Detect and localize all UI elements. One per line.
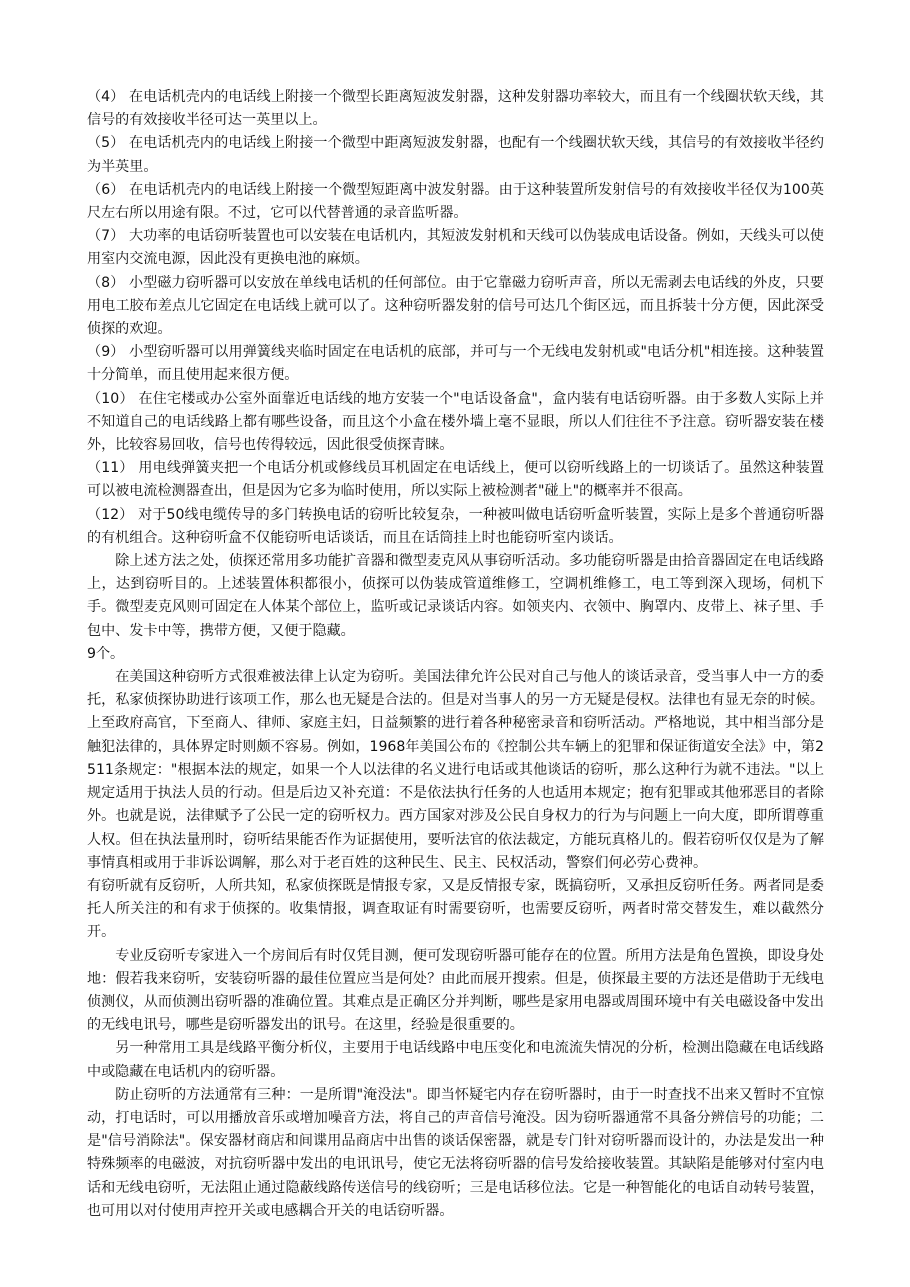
body-paragraph: （4） 在电话机壳内的电话线上附接一个微型长距离短波发射器，这种发射器功率较大，而且有一个线圈状软天线，其信号的有效接收半径可达一英里以上。 <box>87 89 824 129</box>
body-paragraph: 有窃听就有反窃听，人所共知，私家侦探既是情报专家，又是反情报专家，既搞窃听，又承担反窃听任务。两者同是委托人所关注的和有求于侦探的。收集情报，调查取证有时需要窃听，也需要反窃听，两者时常交替发生，难以截然分开。 <box>87 877 824 941</box>
body-paragraph: 除上述方法之处，侦探还常用多功能扩音器和微型麦克风从事窃听活动。多功能窃听器是由拾音器固定在电话线路上，达到窃听目的。上述装置体积都很小，侦探可以伪装成管道维修工，空调机维修工，电工等到深入现场，伺机下手。微型麦克风则可固定在人体某个部位上，监听或记录谈话内容。如领夹内、衣领中、胸罩内、皮带上、袜子里、手包中、发卡中等，携带方便，又便于隐藏。 <box>87 553 824 639</box>
body-paragraph: 9个。 <box>87 645 125 662</box>
body-paragraph: （7） 大功率的电话窃听装置也可以安装在电话机内，其短波发射机和天线可以伪装成电话设备。例如，天线头可以使用室内交流电源，因此没有更换电池的麻烦。 <box>87 228 824 268</box>
body-paragraph: 专业反窃听专家进入一个房间后有时仅凭目测，便可发现窃听器可能存在的位置。所用方法是角色置换，即设身处地：假若我来窃听，安装窃听器的最佳位置应当是何处？由此而展开搜索。但是，侦探最主要的方法还是借助于无线电侦测仪，从而侦测出窃听器的准确位置。其难点是正确区分并判断，哪些是家用电器或周围环境中有关电磁设备中发出的无线电讯号，哪些是窃听器发出的讯号。在这里，经验是很重要的。 <box>87 947 824 1034</box>
body-paragraph: （8） 小型磁力窃听器可以安放在单线电话机的任何部位。由于它靠磁力窃听声音，所以无需剥去电话线的外皮，只要用电工胶布差点儿它固定在电话线上就可以了。这种窃听器发射的信号可达几个街区远，而且拆装十分方便，因此深受侦探的欢迎。 <box>87 274 824 338</box>
body-paragraph: 另一种常用工具是线路平衡分析仪，主要用于电话线路中电压变化和电流流失情况的分析，检测出隐藏在电话线路中或隐藏在电话机内的窃听器。 <box>87 1040 824 1080</box>
body-paragraph: （11） 用电线弹簧夹把一个电话分机或修线员耳机固定在电话线上，便可以窃听线路上的一切谈话了。虽然这种装置可以被电流检测器查出，但是因为它多为临时使用，所以实际上被检测者"碰上"的概率并不很高。 <box>87 460 824 500</box>
body-paragraph: （12） 对于50线电缆传导的多门转换电话的窃听比较复杂，一种被叫做电话窃听盒听装置，实际上是多个普通窃听器的有机组合。这种窃听盒不仅能窃听电话谈话，而且在话筒挂上时也能窃听室内谈话。 <box>87 506 824 546</box>
body-paragraph: 在美国这种窃听方式很难被法律上认定为窃听。美国法律允许公民对自己与他人的谈话录音，受当事人中一方的委托，私家侦探协助进行该项工作，那么也无疑是合法的。但是对当事人的另一方无疑是侵权。法律也有显无奈的时候。上至政府高官，下至商人、律师、家庭主妇，日益频繁的进行着各种秘密录音和窃听活动。严格地说，其中相当部分是触犯法律的，具体界定时则颇不容易。例如，1968年美国公布的《控制公共车辆上的犯罪和保证街道安全法》中，第2511条规定："根据本法的规定，如果一个人以法律的名义进行电话或其他谈话的窃听，那么这种行为就不违法。"以上规定适用于执法人员的行动。但是后边又补充道：不是依法执行任务的人也适用本规定；抱有犯罪或其他邪恶目的者除外。也就是说，法律赋予了公民一定的窃听权力。西方国家对涉及公民自身权力的行为与问题上一向大度，即所谓尊重人权。但在执法量刑时，窃听结果能否作为证据使用，要听法官的依法裁定，方能玩真格儿的。假若窃听仅仅是为了解事情真相或用于非诉讼调解，那么对于老百姓的这种民生、民主、民权活动，警察们何必劳心费神。 <box>87 669 824 871</box>
body-paragraph: 防止窃听的方法通常有三种：一是所谓"淹没法"。即当怀疑宅内存在窃听器时，由于一时查找不出来又暂时不宜惊动，打电话时，可以用播放音乐或增加噪音方法，将自己的声音信号淹没。因为窃听器通常不具备分辨信号的功能；二是"信号消除法"。保安器材商店和间谍用品商店中出售的谈话保密器，就是专门针对窃听器而设计的，办法是发出一种特殊频率的电磁波，对抗窃听器中发出的电讯讯号，使它无法将窃听器的信号发给接收装置。其缺陷是能够对付室内电话和无线电窃听，无法阻止通过隐蔽线路传送信号的线窃听；三是电话移位法。它是一种智能化的电话自动转号装置，也可用以对付使用声控开关或电感耦合开关的电话窃听器。 <box>87 1086 824 1219</box>
body-paragraph: （6） 在电话机壳内的电话线上附接一个微型短距离中波发射器。由于这种装置所发射信号的有效接收半径仅为100英尺左右所以用途有限。不过，它可以代替普通的录音监听器。 <box>87 181 824 222</box>
body-paragraph: （5） 在电话机壳内的电话线上附接一个微型中距离短波发射器，也配有一个线圈状软天线，其信号的有效接收半径约为半英里。 <box>87 135 824 175</box>
body-paragraph: （10） 在住宅楼或办公室外面靠近电话线的地方安装一个"电话设备盒"，盒内装有电话窃听器。由于多数人实际上并不知道自己的电话线路上都有哪些设备，而且这个小盒在楼外墙上毫不显眼，所以人们往往不予注意。窃听器安装在楼外，比较容易回收，信号也传得较远，因此很受侦探青睐。 <box>87 390 824 454</box>
body-paragraph: （9） 小型窃听器可以用弹簧线夹临时固定在电话机的底部，并可与一个无线电发射机或"电话分机"相连接。这种装置十分简单，而且使用起来很方便。 <box>87 344 824 384</box>
